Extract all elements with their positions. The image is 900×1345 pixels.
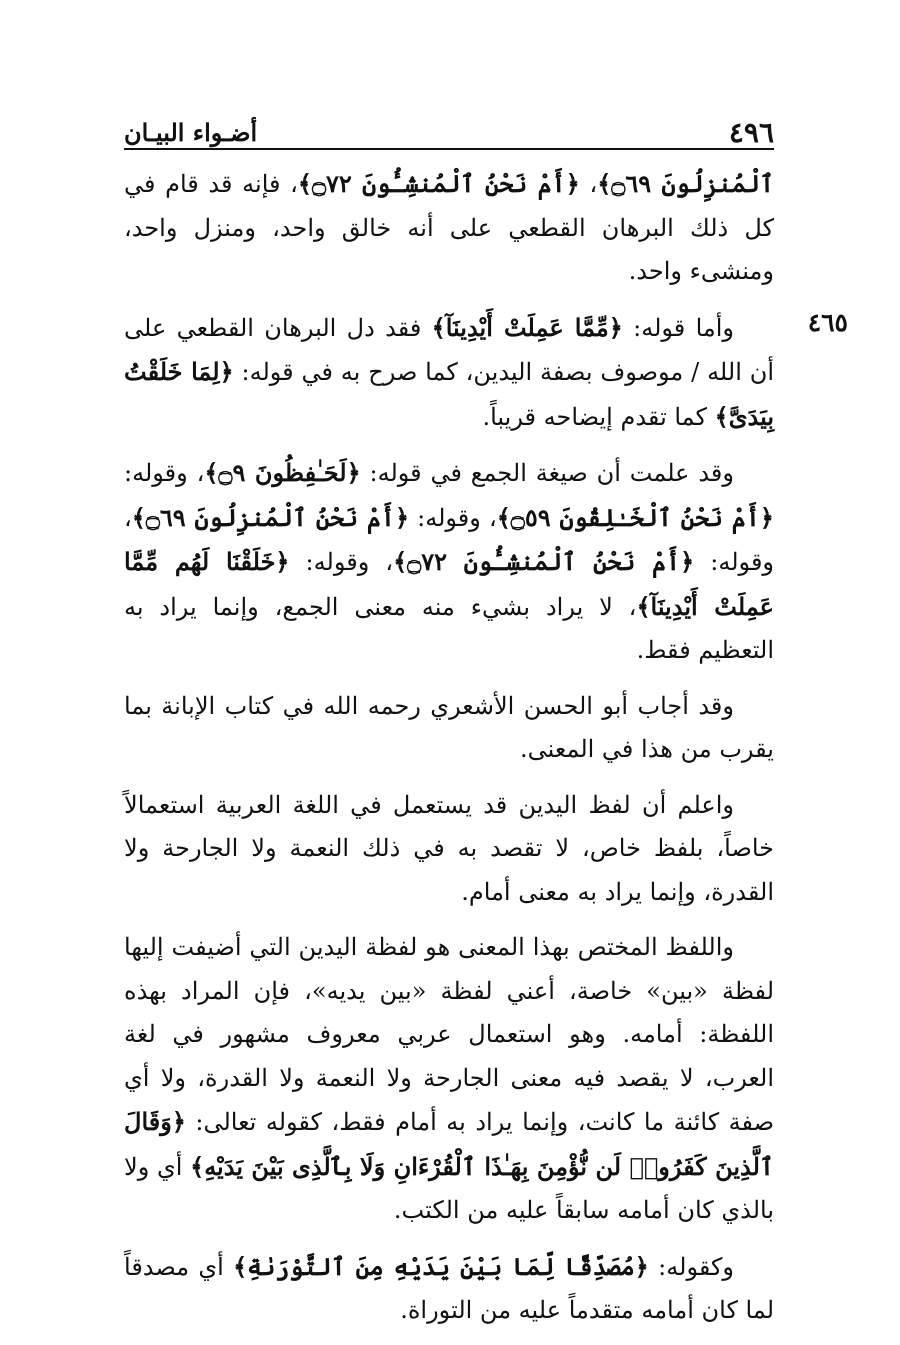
quran-verse: ﴿لَحَـٰفِظُونَ ۝٩﴾ [204,458,361,487]
paragraph-text: ، وقوله: [124,459,205,487]
paragraph-text: ، [579,170,598,198]
paragraph [124,306,774,440]
paragraph [124,162,774,294]
quran-verse: ﴿أَمْ نَحْنُ ٱلْخَـٰلِقُونَ ۝٥٩﴾ [496,502,774,532]
quran-verse: ﴿خَلَقْنَا لَهُم مِّمَّا عَمِلَتْ أَيْدِينَآ﴾ [124,547,774,621]
paragraph-text: ، وقوله: [409,503,497,532]
header-rule [124,148,774,150]
quran-verse: ٱلْمُنزِلُونَ ۝٦٩﴾ [597,169,775,198]
quran-verse: ﴿مُصَدِّقًا لِّمَا بَيْنَ يَدَيْهِ مِنَ ٱلتَّوْرَىٰةِ﴾ [233,1251,649,1281]
quran-verse: ﴿أَمْ نَحْنُ ٱلْمُنشِـُٔونَ ۝٧٢﴾ [297,169,580,198]
paragraph [124,451,774,673]
paragraph-text: وقد علمت أن صيغة الجمع في قوله: [360,459,734,487]
paragraph-text: ، وقوله: [124,503,774,576]
paragraph-text: وقد أجاب أبو الحسن الأشعري رحمه الله في كتاب الإبانة بما يقرب من هذا في المعنى. [124,691,774,763]
paragraph [124,926,774,1233]
paragraph [124,685,774,772]
page-number: ٤٩٦ [728,116,774,149]
page-body [124,162,774,1345]
quran-verse: ﴿أَمْ نَحْنُ ٱلْمُنزِلُونَ ۝٦٩﴾ [131,502,410,532]
paragraph [124,784,774,915]
paragraph-text: فقد دل البرهان القطعي على أن الله / موصوف بصفة اليدين، كما صرح به في قوله: [124,313,775,386]
running-title: أضـواء البيـان [124,118,258,147]
paragraph-text: ، فإنه قد قام في كل ذلك البرهان القطعي على أنه خالق واحد، ومنزل واحد، ومنشىء واحد. [124,170,774,285]
quran-verse: ﴿لِمَا خَلَقْتُ بِيَدَىَّ﴾ [124,357,774,431]
paragraph-text: ، لا يراد بشيء منه معنى الجمع، وإنما يراد به التعظيم فقط. [124,592,774,664]
paragraph [124,1245,774,1333]
paragraph-text: كما تقدم إيضاحه قريباً. [482,402,715,431]
quran-verse: ﴿وَقَالَ ٱلَّذِينَ كَفَرُوا۟ لَن نُّؤْمِنَ بِهَـٰذَا ٱلْقُرْءَانِ وَلَا بِٱلَّذِى بَيْنَ يَدَيْهِ﴾ [124,1107,774,1181]
quran-verse: ﴿مِّمَّا عَمِلَتْ أَيْدِينَآ﴾ [431,312,623,342]
paragraph-text: واللفظ المختص بهذا المعنى هو لفظة اليدين التي أضيفت إليها لفظة «بين» خاصة، أعني لفظة «بين يديه»، فإن المراد بهذه اللفظة: أمامه. وهو استعمال عربي معروف مشهور في لغة العرب، لا يقصد فيه معنى الجارحة ولا النعمة ولا القدرة، ولا أي صفة كائنة ما كانت، وإنما يراد به أمام فقط، كقوله تعالى: [124,933,774,1136]
paragraph-text: وأما قوله: [622,313,735,342]
paragraph-text: أي مصدقاً لما كان أمامه متقدماً عليه من التوراة. [124,1252,774,1324]
paragraph-text: وكقوله: [648,1252,734,1281]
paragraph-text: واعلم أن لفظ اليدين قد يستعمل في اللغة العربية استعمالاً خاصاً، بلفظ خاص، لا تقصد به في ذلك النعمة ولا الجارحة ولا القدرة، وإنما يراد به معنى أمام. [124,790,774,906]
quran-verse: ﴿أَمْ نَحْنُ ٱلْمُنشِـُٔونَ ۝٧٢﴾ [393,547,695,576]
paragraph-text: أي ولا بالذي كان أمامه سابقاً عليه من الكتب. [124,1152,774,1224]
paragraph-text: ، وقوله: [289,548,394,576]
page-header [124,112,774,150]
marginal-page-number: ٤٦٥ [807,308,848,337]
